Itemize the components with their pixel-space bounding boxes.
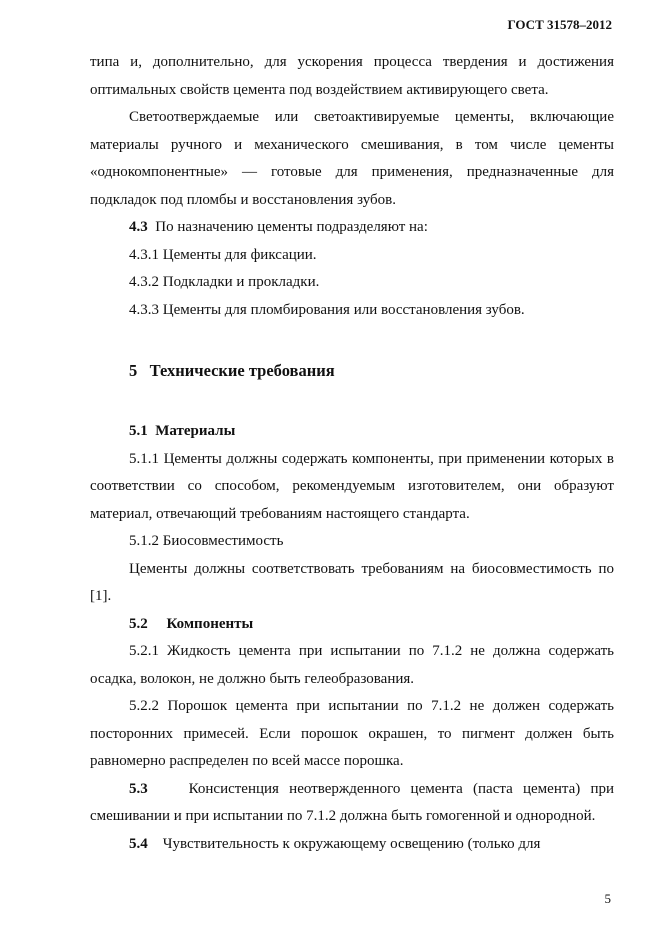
clause-5-2-2: 5.2.2 Порошок цемента при испытании по 7.1.2 не должен содержать посторонних примесей. Если порошок окрашен, то пигмент должен быть равномерно распределен по всей массе порошка. (90, 698, 614, 769)
clause-5-1-heading (90, 418, 614, 446)
clause-5-2-heading (90, 611, 614, 639)
clause-5-4-text: Чувствительность к окружающему освещению (только для (162, 835, 541, 852)
section-5-title: Технические требования (149, 361, 335, 380)
clause-5-3-text: Консистенция неотвержденного цемента (паста цемента) при смешивании и при испытании по 7.1.2 должна быть гомогенной и однородной. (90, 780, 615, 824)
clause-5-3 (90, 776, 614, 831)
clause-5-1-2-text: Цементы должны соответствовать требованиям на биосовместимость по [1]. (90, 560, 614, 604)
clause-5-1-2: 5.1.2 Биосовместимость (129, 533, 284, 549)
section-5-number: 5 (129, 361, 138, 380)
clause-4-3 (90, 214, 614, 242)
section-5-heading (90, 356, 614, 386)
clause-4-3-text: По назначению цементы подразделяют на: (155, 219, 428, 235)
page-number: 5 (604, 891, 611, 906)
clause-5-2-1: 5.2.1 Жидкость цемента при испытании по 7.1.2 не должна содержать осадка, волокон, не должно быть гелеобразования. (90, 643, 614, 687)
clause-4-3-3: 4.3.3 Цементы для пломбирования или восстановления зубов. (129, 301, 525, 318)
clause-4-3-2: 4.3.2 Подкладки и прокладки. (129, 274, 320, 290)
clause-5-4 (90, 831, 614, 859)
paragraph-light-cured-cements: Светоотверждаемые или светоактивируемые цементы, включающие материалы ручного и механического смешивания, в том числе цементы «однокомпонентные» — готовые для применения, предназначенные для подкладок под пломбы и восстановления зубов. (90, 109, 614, 208)
clause-5-1-1: 5.1.1 Цементы должны содержать компоненты, при применении которых в соответствии со способом, рекомендуемым изготовителем, они образуют материал, отвечающий требованиям настоящего стандарта. (90, 450, 614, 522)
clause-5-2-number: 5.2 (129, 615, 148, 632)
document-code-header: ГОСТ 31578–2012 (507, 17, 612, 32)
clause-5-2-title: Компоненты (166, 615, 254, 632)
clause-5-1-title: Материалы (155, 423, 236, 439)
paragraph-continuation: типа и, дополнительно, для ускорения процесса твердения и достижения оптимальных свойств цемента под воздействием активирующего света. (90, 54, 614, 98)
clause-5-3-number: 5.3 (129, 780, 148, 797)
page-content (90, 49, 614, 858)
clause-5-1-number: 5.1 (129, 423, 148, 439)
clause-5-4-number: 5.4 (129, 835, 148, 852)
clause-4-3-1: 4.3.1 Цементы для фиксации. (129, 246, 317, 263)
clause-4-3-number: 4.3 (129, 219, 148, 235)
